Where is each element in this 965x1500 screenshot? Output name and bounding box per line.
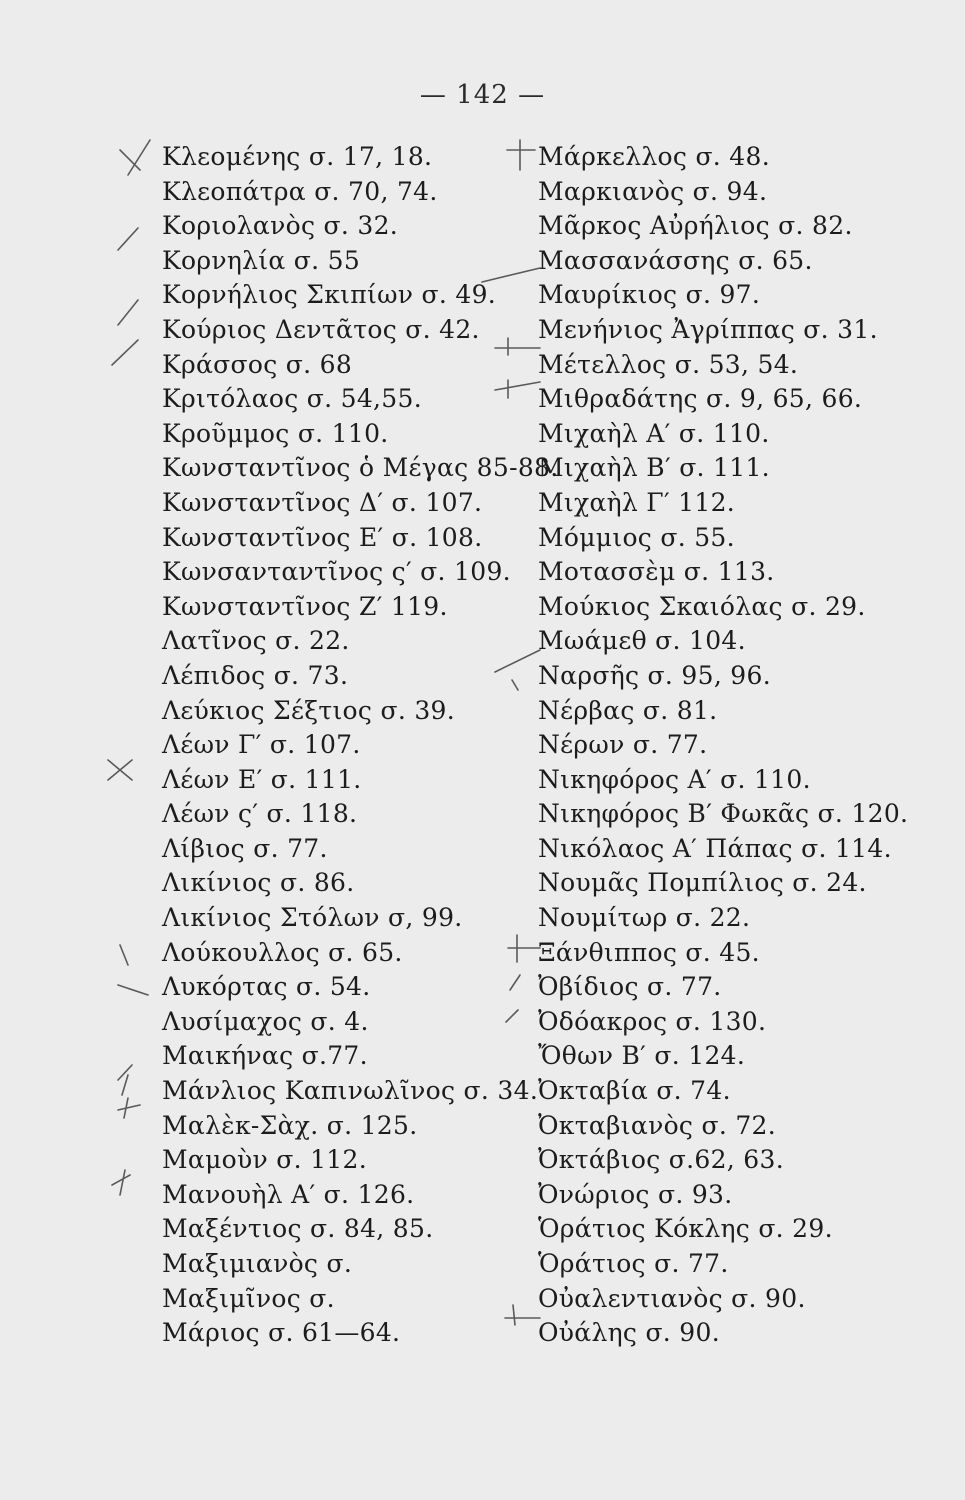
index-entry: Ὀνώριος σ. 93.	[538, 1179, 733, 1209]
index-entry: Μιθραδάτης σ. 9, 65, 66.	[538, 384, 863, 414]
index-entry: Νουμίτωρ σ. 22.	[538, 903, 751, 933]
index-entry: Νικηφόρος Α′ σ. 110.	[538, 764, 811, 794]
index-entry: Μασσανάσσης σ. 65.	[538, 245, 813, 275]
index-entry: Κούριος Δεντᾶτος σ. 42.	[162, 314, 480, 344]
index-entry: Ναρσῆς σ. 95, 96.	[538, 660, 771, 690]
index-entry: Λατῖνος σ. 22.	[162, 626, 350, 656]
index-entry: Οὐαλεντιανὸς σ. 90.	[538, 1283, 806, 1313]
index-entry: Μαυρίκιος σ. 97.	[538, 280, 761, 310]
index-entry: Μιχαὴλ Α′ σ. 110.	[538, 418, 770, 448]
index-entry: Μανουὴλ Α′ σ. 126.	[162, 1179, 415, 1209]
index-entry: Μαξιμῖνος σ.	[162, 1283, 335, 1313]
pencil-check-mark	[118, 228, 138, 250]
index-entry: Κράσσος σ. 68	[162, 349, 353, 379]
pencil-check-mark	[112, 1170, 130, 1195]
page-number: — 142 —	[419, 80, 546, 110]
index-entry: Μαρκιανὸς σ. 94.	[538, 176, 768, 206]
index-entry: Μενήνιος Ἀγρίππας σ. 31.	[538, 314, 878, 344]
index-entry: Μάρκελλος σ. 48.	[538, 142, 770, 171]
index-entry: Μαμοὺν σ. 112.	[162, 1145, 367, 1175]
index-entry: Μούκιος Σκαιόλας σ. 29.	[538, 591, 866, 621]
index-entry: Ὀκταβία σ. 74.	[538, 1076, 731, 1106]
index-entry: Μαλὲκ-Σὰχ. σ. 125.	[162, 1110, 418, 1140]
index-entry: Μοτασσὲμ σ. 113.	[538, 557, 775, 587]
index-column-left	[162, 140, 559, 1351]
index-entry: Ξάνθιππος σ. 45.	[538, 937, 760, 967]
index-entry: Λέων Ε′ σ. 111.	[162, 764, 362, 794]
index-entry: Ὀδόακρος σ. 130.	[538, 1006, 767, 1036]
index-entry: Μᾶρκος Αὐρήλιος σ. 82.	[538, 211, 853, 241]
index-entry: Λυκόρτας σ. 54.	[162, 972, 371, 1002]
index-entry: Λέων Γ′ σ. 107.	[162, 730, 361, 760]
index-entry: Μαξέντιος σ. 84, 85.	[162, 1214, 434, 1244]
index-entry: Κωνσταντῖνος Ε′ σ. 108.	[162, 522, 483, 552]
pencil-check-mark	[118, 1065, 132, 1095]
pencil-check-mark	[120, 945, 128, 965]
index-entry: Μιχαὴλ Β′ σ. 111.	[538, 453, 770, 483]
pencil-check-mark	[118, 1098, 140, 1118]
index-entry: Μωάμεθ σ. 104.	[538, 626, 746, 656]
index-entry: Λούκουλλος σ. 65.	[162, 937, 403, 967]
index-entry: Νουμᾶς Πομπίλιος σ. 24.	[538, 868, 867, 898]
index-entry: Λεύκιος Σέξτιος σ. 39.	[162, 695, 455, 725]
index-entry: Κοριολανὸς σ. 32.	[162, 211, 399, 241]
index-entry: Ὀκταβιανὸς σ. 72.	[538, 1110, 776, 1140]
index-entry: Μαξιμιανὸς σ.	[162, 1249, 353, 1278]
index-entry: Μαικήνας σ.77.	[162, 1041, 368, 1071]
index-entry: Κωνσταντῖνος Δ′ σ. 107.	[162, 487, 483, 517]
index-entry: Νικηφόρος Β′ Φωκᾶς σ. 120.	[538, 799, 909, 829]
index-entry: Λέων ς′ σ. 118.	[162, 799, 358, 829]
index-entry: Λέπιδος σ. 73.	[162, 660, 349, 690]
index-entry: Κλεοπάτρα σ. 70, 74.	[162, 176, 438, 206]
index-entry: Κορνηλία σ. 55	[162, 245, 361, 275]
index-entry: Μάνλιος Καπινωλῖνος σ. 34.	[162, 1076, 539, 1106]
index-entry: Ὀβίδιος σ. 77.	[538, 972, 722, 1002]
index-entry: Ὁράτιος Κόκλης σ. 29.	[538, 1214, 833, 1244]
index-entry: Νικόλαος Α′ Πάπας σ. 114.	[538, 833, 892, 863]
index-column-right	[538, 140, 938, 1351]
index-entry: Ὄθων Β′ σ. 124.	[538, 1041, 746, 1071]
index-entry: Νέρων σ. 77.	[538, 730, 708, 760]
index-entry: Μάριος σ. 61—64.	[162, 1318, 401, 1348]
index-entry: Λίβιος σ. 77.	[162, 833, 328, 863]
index-entry: Μέτελλος σ. 53, 54.	[538, 349, 799, 379]
index-entry: Κριτόλαος σ. 54,55.	[162, 384, 422, 414]
index-entry: Κωνσανταντῖνος ς′ σ. 109.	[162, 557, 511, 587]
index-entry: Κλεομένης σ. 17, 18.	[162, 142, 433, 171]
pencil-check-mark	[118, 300, 138, 325]
index-entry: Κορνήλιος Σκιπίων σ. 49.	[162, 280, 497, 310]
index-entry: Νέρβας σ. 81.	[538, 695, 718, 725]
index-entry: Κωνσταντῖνος Ζ′ 119.	[162, 591, 448, 621]
index-entry: Οὐάλης σ. 90.	[538, 1318, 720, 1348]
pencil-check-mark	[112, 340, 138, 365]
index-entry: Ὁράτιος σ. 77.	[538, 1249, 729, 1278]
index-entry: Μόμμιος σ. 55.	[538, 522, 735, 552]
pencil-check-mark	[120, 140, 150, 175]
index-entry: Κωνσταντῖνος ὁ Μέγας 85-88.	[162, 453, 559, 483]
index-entry: Λικίνιος Στόλων σ, 99.	[162, 903, 463, 933]
pencil-check-mark	[118, 985, 148, 995]
index-entry: Ὀκτάβιος σ.62, 63.	[538, 1145, 784, 1175]
pencil-cross-mark	[108, 760, 132, 780]
index-entry: Κροῦμμος σ. 110.	[162, 418, 389, 448]
index-entry: Λικίνιος σ. 86.	[162, 868, 355, 898]
index-entry: Μιχαὴλ Γ′ 112.	[538, 487, 736, 517]
index-entry: Λυσίμαχος σ. 4.	[162, 1006, 369, 1036]
